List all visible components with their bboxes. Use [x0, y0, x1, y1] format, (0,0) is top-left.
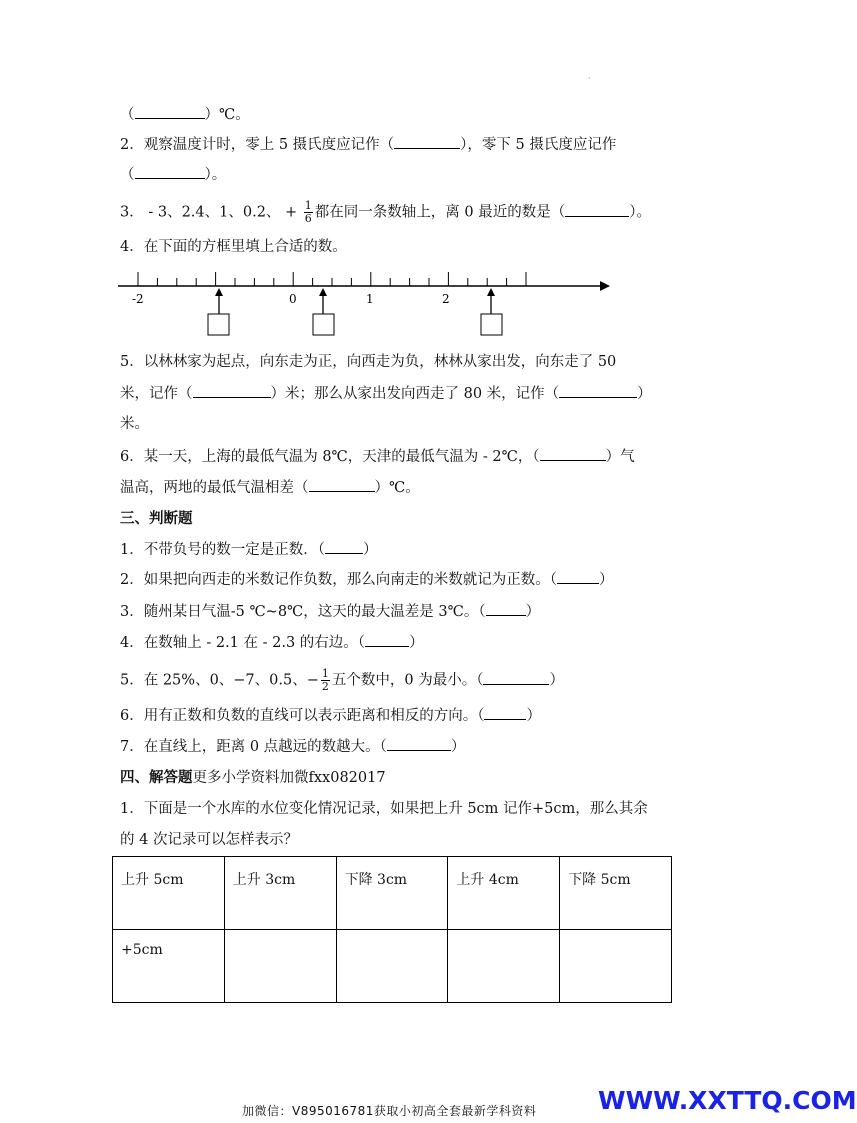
judge-item-3-text: 3．随州某日气温-5 ℃~8℃，这天的最大温差是 3℃。（ — [120, 604, 486, 620]
q5-l3: 米。 — [120, 416, 149, 432]
q2-answer-blank-2[interactable] — [135, 164, 205, 179]
judge-item-5-text-a: 5．在 25%、0、−7、0.5、− — [120, 672, 319, 689]
judge-item-7-end: ） — [450, 739, 466, 755]
judge-item-6-end: ） — [526, 708, 541, 724]
q5-l1: 5．以林林家为起点，向东走为正，向西走为负，林林从家出发，向东走了 50 — [120, 354, 617, 370]
solve-q1-l2: 的 4 次记录可以怎样表示？ — [120, 832, 298, 848]
q2-post: ）。 — [204, 167, 227, 183]
judge-item-7 — [120, 736, 465, 757]
table-answer-cell[interactable] — [224, 930, 336, 1003]
judge-item-5-blank[interactable] — [483, 670, 549, 685]
q1-cont-post: ）℃。 — [204, 107, 250, 123]
q5-l2b: ）米；那么从家出发向西走了 80 米，记作（ — [270, 386, 560, 402]
table-header-cell: 下降 3cm — [336, 857, 448, 930]
answer-box-2[interactable] — [313, 314, 334, 335]
nl-label-1: 1 — [366, 292, 374, 306]
q3-line — [120, 200, 651, 225]
arrow-marker-2 — [319, 288, 327, 314]
q3-post: ）。 — [629, 204, 651, 221]
q2-cont: （ — [120, 167, 135, 183]
table-header-cell: 上升 3cm — [224, 857, 336, 930]
q2-line1 — [120, 134, 616, 155]
q3-fraction — [304, 200, 313, 225]
water-level-table — [112, 856, 672, 1003]
table-header-cell: 下降 5cm — [560, 857, 672, 930]
table-header-cell: 上升 5cm — [113, 857, 225, 930]
q1-cont-pre: （ — [120, 107, 135, 123]
table-answer-cell[interactable] — [448, 930, 560, 1003]
stray-mark: · — [588, 74, 591, 83]
q6-line2 — [120, 477, 420, 498]
judge-item-6-blank[interactable] — [484, 705, 526, 720]
q6-l1a: 6．某一天，上海的最低气温为 8℃，天津的最低气温为 - 2℃，（ — [120, 449, 540, 465]
judge-item-2-end: ） — [598, 572, 614, 588]
number-line — [118, 268, 618, 340]
table-header-cell: 上升 4cm — [448, 857, 560, 930]
q2-line2 — [120, 164, 226, 185]
table-answer-cell[interactable] — [560, 930, 672, 1003]
judge-item-2-blank[interactable] — [557, 569, 599, 584]
judge-item-7-text: 7．在直线上，距离 0 点越远的数越大。（ — [120, 739, 387, 755]
judge-item-5-end: ） — [549, 672, 564, 689]
table-answer-cell: +5cm — [113, 930, 225, 1003]
judge-item-2-text: 2．如果把向西走的米数记作负数，那么向南走的米数就记为正数。（ — [120, 572, 557, 588]
arrow-marker-1 — [215, 288, 223, 314]
judge-item-5-frac-num: 1 — [321, 667, 329, 680]
judge-item-1-blank[interactable] — [325, 539, 363, 554]
judge-item-1 — [120, 539, 377, 560]
q5-answer-blank-2[interactable] — [559, 383, 637, 398]
judge-item-3-end: ） — [525, 604, 541, 620]
q1-answer-blank[interactable] — [135, 104, 205, 119]
q5-line1 — [120, 352, 616, 372]
q1-continuation — [120, 104, 250, 125]
q6-answer-blank-1[interactable] — [540, 446, 606, 461]
q2-pre: 2．观察温度计时，零上 5 摄氏度应记作（ — [120, 137, 395, 153]
answer-box-3[interactable] — [481, 314, 502, 335]
q2-answer-blank-1[interactable] — [394, 134, 460, 149]
table-answer-cell[interactable] — [336, 930, 448, 1003]
judge-item-4-text: 4．在数轴上 - 2.1 在 - 2.3 的右边。（ — [120, 635, 366, 651]
q4-text: 4．在下面的方框里填上合适的数。 — [120, 239, 347, 255]
q4-line — [120, 237, 347, 257]
nl-label-0: 0 — [289, 292, 297, 306]
brand-logo[interactable]: WWW.XXTTQ.COM — [598, 1086, 857, 1115]
solve-q1-l1: 1．下面是一个水库的水位变化情况记录，如果把上升 5cm 记作+5cm，那么其余 — [120, 801, 648, 817]
arrow-marker-3 — [487, 288, 495, 314]
judge-item-4-blank[interactable] — [365, 632, 409, 647]
solve-heading-line — [120, 768, 386, 788]
judge-item-6-text: 6．用有正数和负数的直线可以表示距离和相反的方向。（ — [120, 708, 485, 724]
q6-answer-blank-2[interactable] — [309, 477, 375, 492]
number-line-arrow — [600, 281, 610, 291]
judge-item-6 — [120, 705, 541, 726]
q5-line2 — [120, 383, 652, 404]
q5-answer-blank-1[interactable] — [193, 383, 271, 398]
nl-label-2: 2 — [442, 292, 450, 306]
q6-l1b: ）气 — [605, 449, 635, 465]
judge-item-5-frac-den: 2 — [321, 680, 329, 693]
q5-l2a: 米，记作（ — [120, 386, 193, 402]
table-answer-row — [113, 930, 672, 1003]
judge-item-5-text-b: 五个数中，0 为最小。（ — [331, 672, 484, 689]
q3-mid: 都在同一条数轴上，离 0 最近的数是（ — [314, 204, 566, 221]
solve-heading-note: 更多小学资料加微fxx082017 — [192, 770, 386, 786]
q5-l2c: ） — [637, 386, 652, 402]
solve-heading: 四、解答题 — [120, 770, 193, 786]
judge-item-1-end: ） — [362, 542, 378, 558]
answer-box-1[interactable] — [208, 314, 229, 335]
q6-l2a: 温高，两地的最低气温相差（ — [120, 480, 309, 496]
judge-item-5-fraction — [321, 668, 330, 693]
judge-item-3 — [120, 601, 540, 622]
q6-l2b: ）℃。 — [374, 480, 420, 496]
judge-item-2 — [120, 569, 613, 590]
q3-frac-num: 1 — [304, 199, 312, 212]
q6-line1 — [120, 446, 635, 467]
judge-item-7-blank[interactable] — [387, 736, 451, 751]
judge-item-4 — [120, 632, 424, 653]
solve-q1-line1 — [120, 799, 648, 819]
solve-q1-line2 — [120, 830, 298, 850]
q3-frac-den: 6 — [304, 212, 312, 225]
q3-pre: 3． - 3、2.4、1、0.2、 + — [120, 204, 302, 221]
number-line-ticks — [138, 272, 526, 286]
judge-heading: 三、判断题 — [120, 511, 193, 527]
judge-item-1-text: 1．不带负号的数一定是正数．（ — [120, 542, 325, 558]
judge-item-4-end: ） — [409, 635, 424, 651]
nl-label-minus2: -2 — [132, 292, 144, 306]
judge-item-5 — [120, 668, 564, 693]
footer-contact: 加微信：V895016781获取小初高全套最新学科资料 — [242, 1104, 537, 1118]
q3-answer-blank[interactable] — [565, 202, 629, 217]
q5-line3 — [120, 414, 149, 434]
judge-item-3-blank[interactable] — [486, 601, 526, 616]
q2-mid: ），零下 5 摄氏度应记作 — [460, 137, 617, 153]
table-header-row — [113, 857, 672, 930]
